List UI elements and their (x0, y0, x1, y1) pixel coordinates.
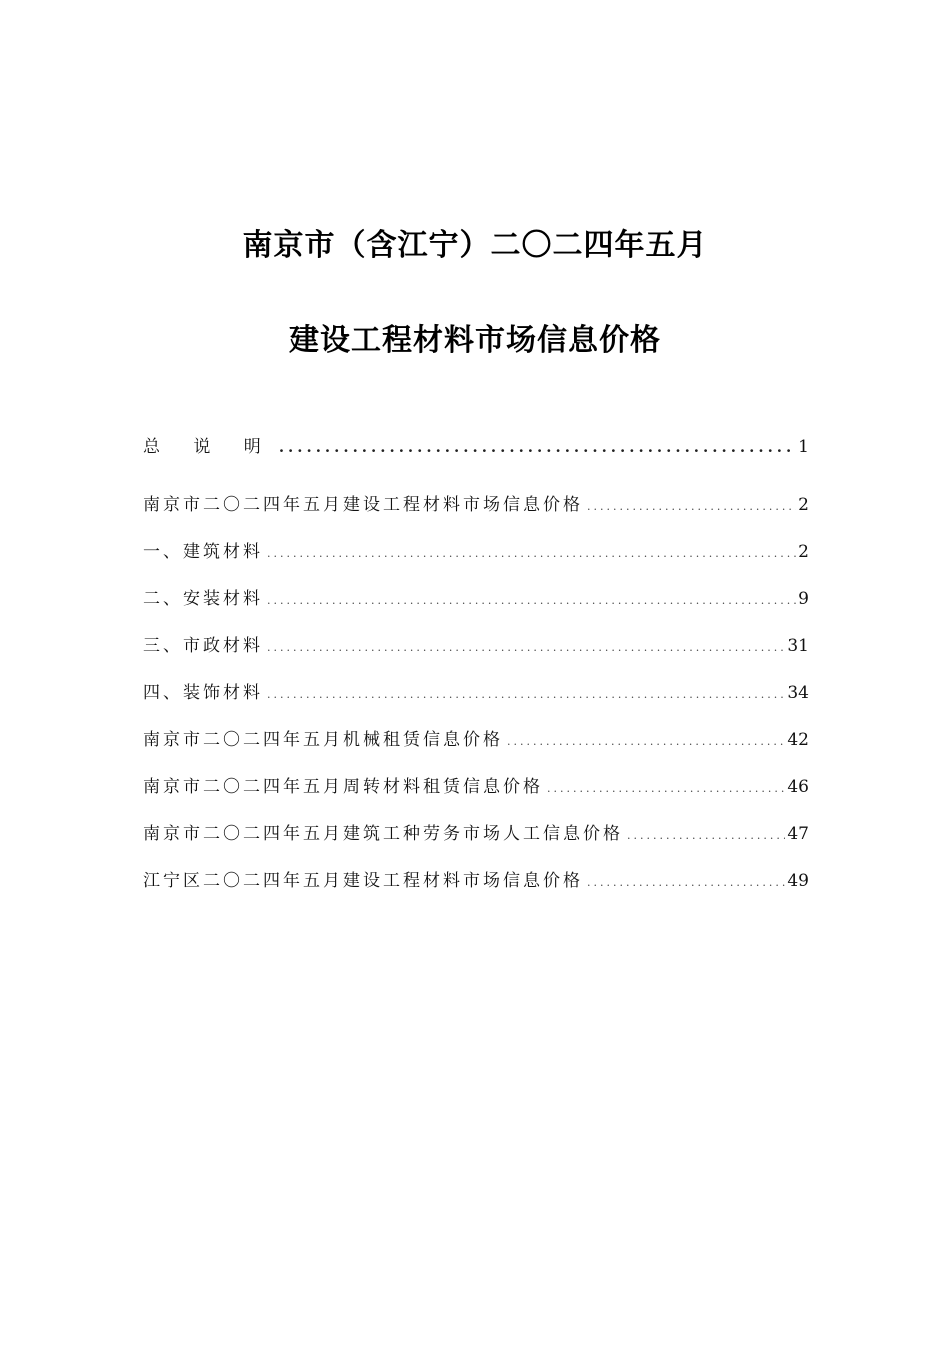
toc-leader-dots (267, 547, 796, 560)
toc-entry-page: 31 (787, 636, 809, 656)
toc-entry-municipal-materials[interactable] (143, 631, 809, 678)
toc-entry-nanjing-materials[interactable] (143, 490, 809, 537)
toc-entry-labor-prices[interactable] (143, 819, 809, 866)
toc-entry-page: 9 (798, 589, 809, 609)
toc-entry-page: 1 (798, 437, 809, 457)
toc-leader-dots (547, 782, 785, 795)
toc-leader-dots (267, 641, 785, 654)
toc-leader-dots (587, 500, 796, 513)
table-of-contents (143, 432, 809, 913)
toc-entry-label: 四、装饰材料 (143, 683, 263, 703)
toc-entry-installation-materials[interactable] (143, 584, 809, 631)
toc-entry-page: 42 (787, 730, 809, 750)
toc-entry-page: 2 (798, 542, 809, 562)
toc-entry-label: 总 说 明 (143, 437, 275, 457)
toc-entry-label: 一、建筑材料 (143, 542, 263, 562)
toc-leader-dots (507, 735, 785, 748)
toc-entry-page: 49 (787, 871, 809, 891)
toc-entry-label: 南京市二〇二四年五月周转材料租赁信息价格 (143, 777, 543, 797)
toc-leader-dots (587, 876, 785, 889)
toc-entry-jiangning-materials[interactable] (143, 866, 809, 913)
toc-leader-dots (267, 594, 796, 607)
toc-entry-label: 南京市二〇二四年五月建设工程材料市场信息价格 (143, 495, 583, 515)
toc-entry-label: 江宁区二〇二四年五月建设工程材料市场信息价格 (143, 871, 583, 891)
toc-leader-dots (267, 688, 785, 701)
toc-entry-label: 南京市二〇二四年五月机械租赁信息价格 (143, 730, 503, 750)
toc-leader-dots (279, 438, 796, 456)
toc-entry-machinery-leasing[interactable] (143, 725, 809, 772)
toc-entry-label: 南京市二〇二四年五月建筑工种劳务市场人工信息价格 (143, 824, 623, 844)
toc-entry-decoration-materials[interactable] (143, 678, 809, 725)
toc-entry-turnover-materials-leasing[interactable] (143, 772, 809, 819)
toc-entry-label: 三、市政材料 (143, 636, 263, 656)
toc-entry-building-materials[interactable] (143, 537, 809, 584)
toc-leader-dots (627, 829, 785, 842)
document-title-line2: 建设工程材料市场信息价格 (289, 323, 661, 358)
toc-entry-page: 47 (787, 824, 809, 844)
toc-entry-general-notes[interactable] (143, 432, 809, 490)
toc-entry-page: 2 (798, 495, 809, 515)
toc-entry-page: 46 (787, 777, 809, 797)
document-title-line1: 南京市（含江宁）二〇二四年五月 (242, 228, 708, 263)
toc-entry-page: 34 (787, 683, 809, 703)
toc-entry-label: 二、安装材料 (143, 589, 263, 609)
